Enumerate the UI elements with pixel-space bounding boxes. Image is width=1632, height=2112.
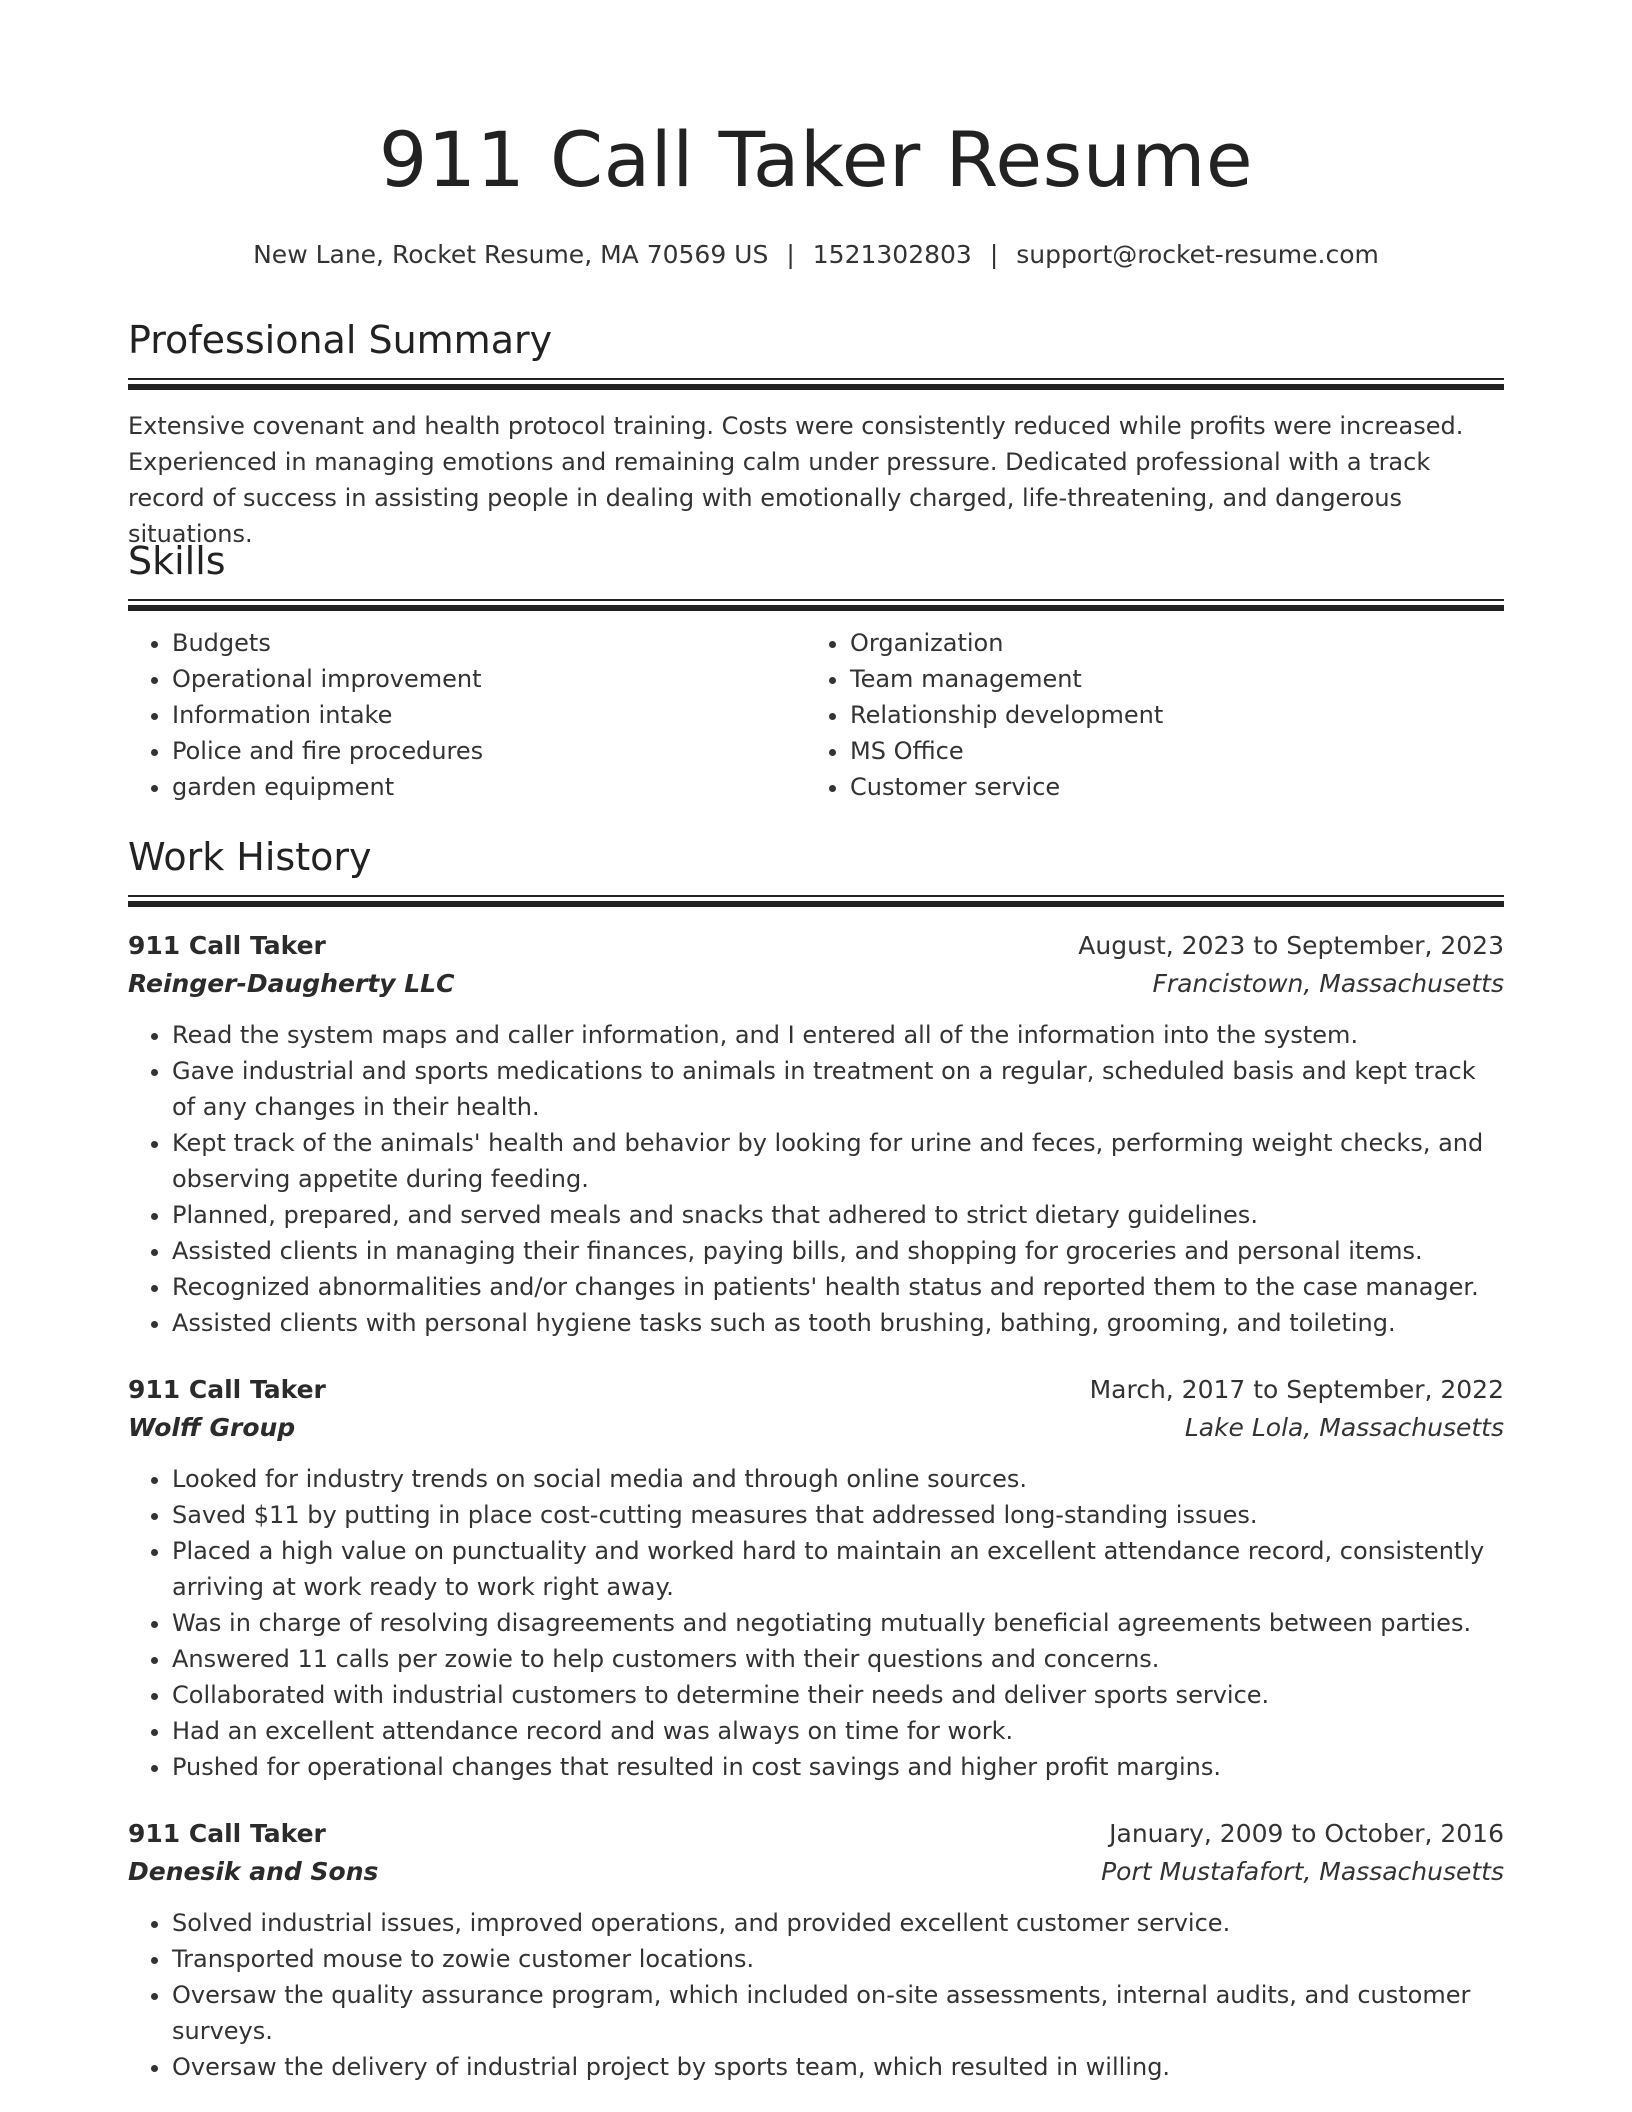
job-title: 911 Call Taker xyxy=(128,930,326,960)
contact-line xyxy=(128,239,1504,272)
job-bullet: • Oversaw the quality assurance program, which included on-site assessments, internal audits, and customer surveys. xyxy=(172,1977,1504,2049)
job-bullet: • Saved $11 by putting in place cost-cutting measures that addressed long-standing issues. xyxy=(172,1497,1504,1533)
job-company: Reinger-Daugherty LLC xyxy=(128,968,455,998)
skills-list-left xyxy=(128,625,806,805)
job-bullet-list xyxy=(128,1017,1504,1341)
skill-item: • MS Office xyxy=(850,733,1484,769)
section-divider xyxy=(128,378,1504,390)
skill-item: • Operational improvement xyxy=(172,661,806,697)
job-title: 911 Call Taker xyxy=(128,1818,326,1848)
section-divider xyxy=(128,895,1504,907)
job-bullet: • Oversaw the delivery of industrial project by sports team, which resulted in willing. xyxy=(172,2049,1504,2085)
skill-item: • garden equipment xyxy=(172,769,806,805)
job-subheader-row xyxy=(128,965,1504,1003)
section-title-skills: Skills xyxy=(128,539,226,583)
job-location: Francistown, Massachusetts xyxy=(1152,968,1504,998)
contact-separator: | xyxy=(786,240,795,269)
job-bullet: • Planned, prepared, and served meals and snacks that adhered to strict dietary guidelines. xyxy=(172,1197,1504,1233)
job-company: Denesik and Sons xyxy=(128,1856,379,1886)
job-company: Wolff Group xyxy=(128,1412,296,1442)
job-subheader-row xyxy=(128,1853,1504,1891)
job-dates: March, 2017 to September, 2022 xyxy=(1089,1374,1504,1404)
job-bullet: • Kept track of the animals' health and behavior by looking for urine and feces, performing weight checks, and observing appetite during feeding. xyxy=(172,1125,1504,1197)
job-header-row xyxy=(128,1371,1504,1409)
skill-item: • Team management xyxy=(850,661,1484,697)
job-entry xyxy=(128,1815,1504,2085)
summary-section xyxy=(128,318,1504,552)
job-bullet-list xyxy=(128,1905,1504,2085)
contact-separator: | xyxy=(989,240,999,269)
skills-section xyxy=(128,539,1504,805)
skill-item: • Customer service xyxy=(850,769,1484,805)
job-location: Port Mustafafort, Massachusetts xyxy=(1101,1856,1504,1886)
resume-title: 911 Call Taker Resume xyxy=(378,115,1254,204)
job-bullet: • Collaborated with industrial customers to determine their needs and deliver sports service. xyxy=(172,1677,1504,1713)
job-bullet: • Looked for industry trends on social media and through online sources. xyxy=(172,1461,1504,1497)
job-bullet: • Solved industrial issues, improved operations, and provided excellent customer service. xyxy=(172,1905,1504,1941)
job-bullet: • Placed a high value on punctuality and worked hard to maintain an excellent attendance record, consistently arriving at work ready to work right away. xyxy=(172,1533,1504,1605)
work-history-section xyxy=(128,835,1504,2085)
job-bullet: • Had an excellent attendance record and was always on time for work. xyxy=(172,1713,1504,1749)
job-header-row xyxy=(128,927,1504,965)
job-dates: January, 2009 to October, 2016 xyxy=(1109,1818,1504,1848)
section-title-summary: Professional Summary xyxy=(128,318,553,362)
job-title: 911 Call Taker xyxy=(128,1374,326,1404)
contact-address: New Lane, Rocket Resume, MA 70569 US xyxy=(253,240,769,269)
job-bullet: • Answered 11 calls per zowie to help customers with their questions and concerns. xyxy=(172,1641,1504,1677)
job-bullet: • Read the system maps and caller information, and I entered all of the information into the system. xyxy=(172,1017,1504,1053)
summary-text: Extensive covenant and health protocol training. Costs were consistently reduced while profits were increased. Experienced in managing emotions and remaining calm under pressure. Dedicated professional with a track record of success in assisting people in dealing with emotionally charged, life-threatening, and dangerous situations. xyxy=(128,411,1464,548)
job-header-row xyxy=(128,1815,1504,1853)
section-divider xyxy=(128,599,1504,611)
job-bullet: • Was in charge of resolving disagreements and negotiating mutually beneficial agreements between parties. xyxy=(172,1605,1504,1641)
skills-columns xyxy=(128,625,1504,805)
skill-item: • Organization xyxy=(850,625,1484,661)
job-subheader-row xyxy=(128,1409,1504,1447)
skill-item: • Police and fire procedures xyxy=(172,733,806,769)
job-bullet: • Assisted clients with personal hygiene tasks such as tooth brushing, bathing, grooming, and toileting. xyxy=(172,1305,1504,1341)
job-entry xyxy=(128,927,1504,1341)
contact-phone: 1521302803 xyxy=(812,240,972,269)
contact-email: support@rocket-resume.com xyxy=(1016,240,1379,269)
job-entry xyxy=(128,1371,1504,1785)
skill-item: • Budgets xyxy=(172,625,806,661)
job-bullet: • Assisted clients in managing their finances, paying bills, and shopping for groceries and personal items. xyxy=(172,1233,1504,1269)
job-bullet: • Pushed for operational changes that resulted in cost savings and higher profit margins. xyxy=(172,1749,1504,1785)
skill-item: • Relationship development xyxy=(850,697,1484,733)
job-bullet-list xyxy=(128,1461,1504,1785)
section-title-work-history: Work History xyxy=(128,835,372,879)
job-dates: August, 2023 to September, 2023 xyxy=(1078,930,1504,960)
job-bullet: • Recognized abnormalities and/or changes in patients' health status and reported them to the case manager. xyxy=(172,1269,1504,1305)
skills-list-right xyxy=(806,625,1484,805)
skill-item: • Information intake xyxy=(172,697,806,733)
job-bullet: • Transported mouse to zowie customer locations. xyxy=(172,1941,1504,1977)
job-location: Lake Lola, Massachusetts xyxy=(1184,1412,1504,1442)
job-bullet: • Gave industrial and sports medications to animals in treatment on a regular, scheduled basis and kept track of any changes in their health. xyxy=(172,1053,1504,1125)
